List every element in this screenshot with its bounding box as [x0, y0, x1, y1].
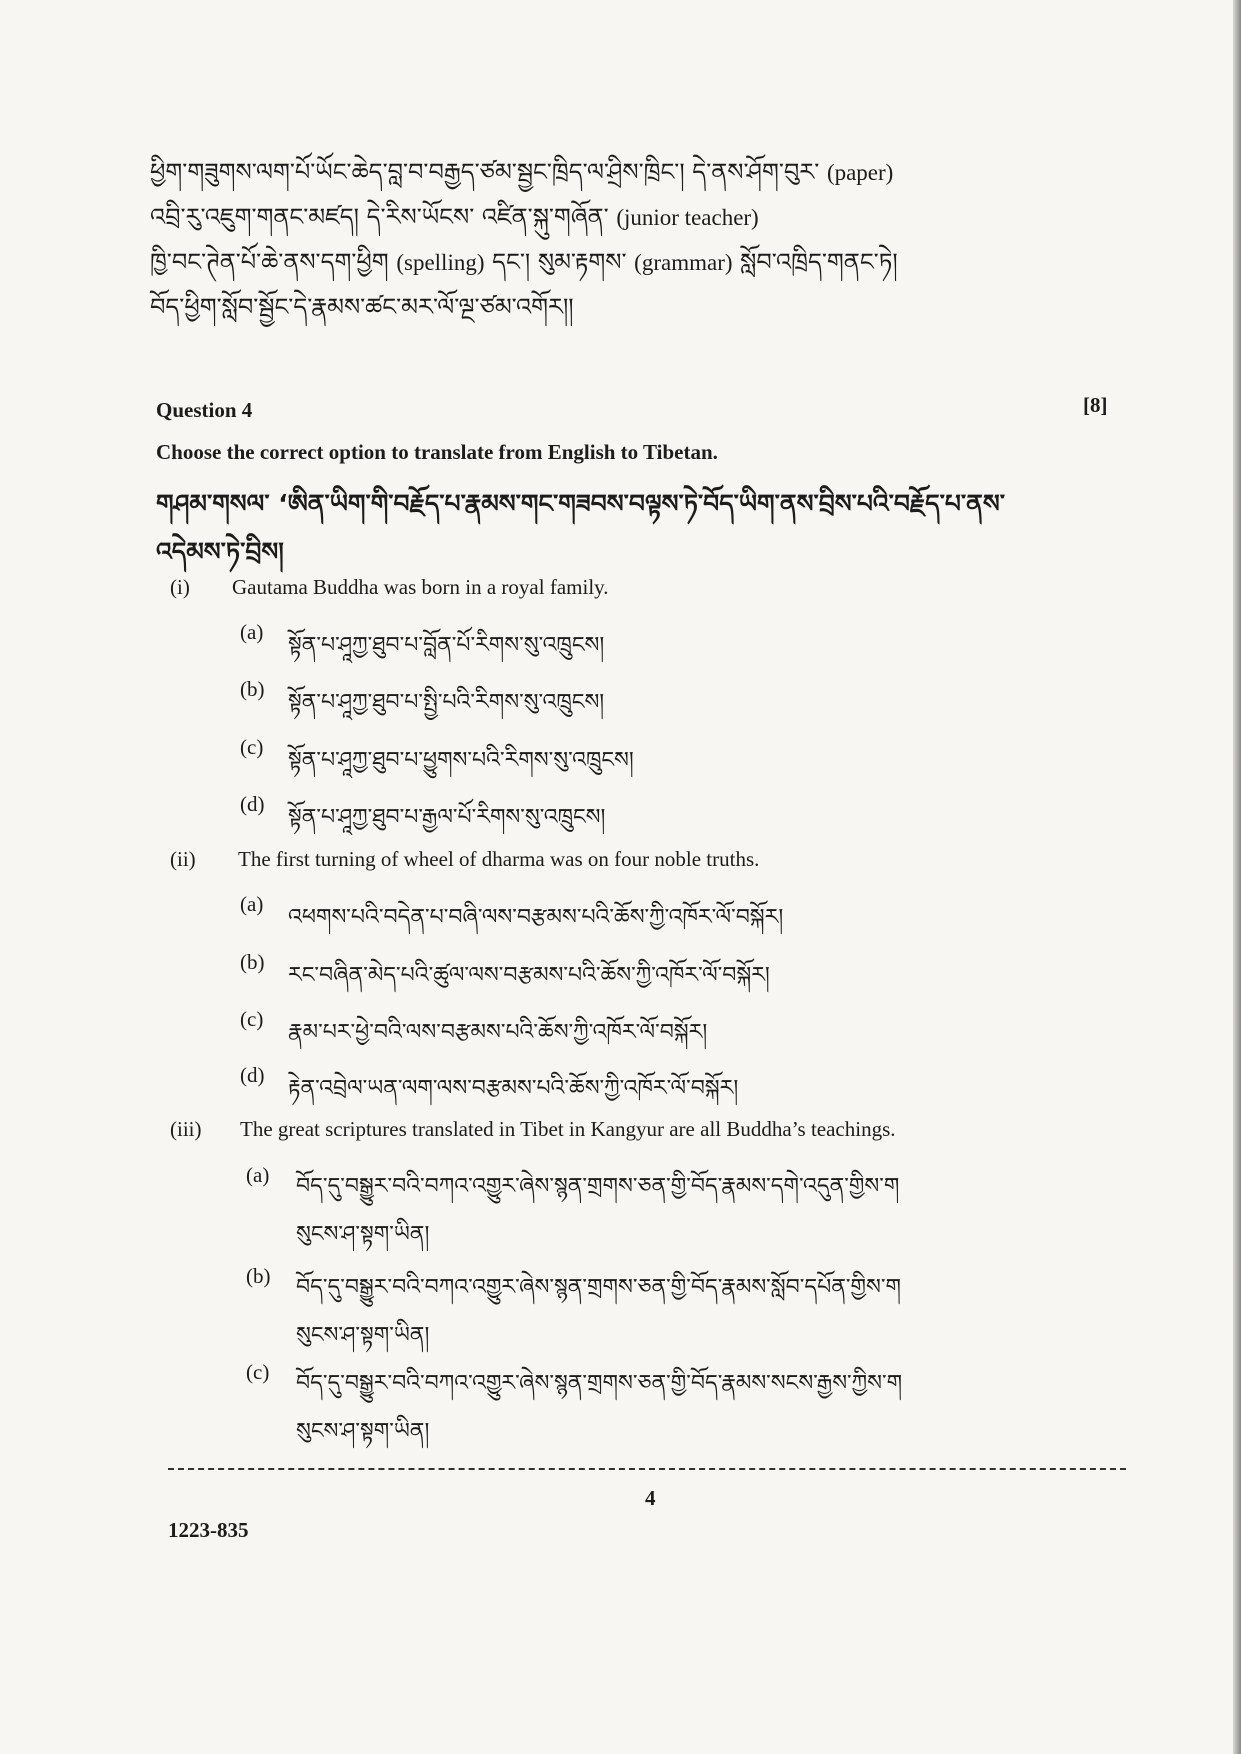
option-label: (a)	[240, 892, 264, 916]
option-label: (d)	[240, 792, 265, 816]
page-number: 4	[645, 1486, 656, 1510]
option-label: (b)	[240, 677, 265, 701]
question-title: Question 4	[156, 398, 253, 422]
item-number: (i)	[170, 575, 190, 599]
option-text: རྣམ་པར་ཕྱེ་བའི་ལས་བརྩམས་པའི་ཆོས་ཀྱི་འཁོར་ལོ་བསྐོར།	[288, 1020, 708, 1045]
question-marks: [8]	[1083, 393, 1108, 417]
option-label: (c)	[240, 735, 264, 759]
item-number: (ii)	[170, 847, 196, 871]
intro-line-1	[150, 150, 1050, 195]
option-label: (b)	[240, 950, 265, 974]
intro-line-1-english: (paper)	[826, 160, 894, 185]
option-label: (a)	[240, 620, 264, 644]
intro-line-3-tibetan-3: སློབ་འཁྲིད་གནང་ཏེ།	[740, 248, 898, 276]
option-text: སྟོན་པ་ཤཱཀྱ་ཐུབ་པ་སྤྱི་པའི་རིགས་སུ་འཁྲུངས།	[288, 690, 605, 715]
intro-line-3-tibetan-2: དང་། སུམ་རྟགས་	[492, 248, 635, 276]
option-label: (c)	[246, 1360, 270, 1384]
option-text-line-1: བོད་དུ་བསྒྱུར་བའི་བཀའ་འགྱུར་ཞེས་སྙན་གྲགས་ཅན་གྱི་བོད་རྣམས་སློབ་དཔོན་གྱིས་ག	[296, 1275, 901, 1300]
option-text-line-1: བོད་དུ་བསྒྱུར་བའི་བཀའ་འགྱུར་ཞེས་སྙན་གྲགས་ཅན་གྱི་བོད་རྣམས་དགེ་འདུན་གྱིས་ག	[296, 1174, 900, 1199]
option-text	[296, 1264, 1056, 1360]
option-text-line-2: སུངས་ཤ་སྟག་ཡིན།	[296, 1323, 430, 1348]
intro-line-3	[150, 240, 1050, 285]
intro-line-3-tibetan: ཁྱི་བང་ཊེན་པོ་ཆེ་ནས་དག་ཕྱིག	[150, 248, 397, 276]
question-instruction-tibetan: གཤམ་གསལ་ ‘ཨིན་ཡིག་གི་བརྗོད་པ་རྣམས་གང་གཟབས་བལྟས་ཏེ་བོད་ཡིག་ནས་བྲིས་པའི་བརྗོད་པ་ནས་འདེམས་ཏེ་བྲིས།	[156, 489, 1005, 566]
option-text: སྟོན་པ་ཤཱཀྱ་ཐུབ་པ་རྒྱལ་པོ་རིགས་སུ་འཁྲུངས།	[288, 805, 606, 830]
intro-line-1-tibetan: ཕྱིག་གཟུགས་ལག་པོ་ཡོང་ཆེད་བླ་བ་བརྒྱད་ཙམ་སྦྱང་ཁྲིད་ལ་ཤྲིས་ཁྲིང་། དེ་ནས་ཤོག་བུར་	[150, 158, 820, 186]
intro-line-2-tibetan: འབྲི་རུ་འཇུག་གནང་མཛད། དེ་རིས་ཡོངས་ འཛིན་སྐུ་གཞོན་	[150, 203, 609, 231]
intro-line-2-english: (junior teacher)	[616, 205, 759, 230]
option-text: འཕགས་པའི་བདེན་པ་བཞི་ལས་བརྩམས་པའི་ཆོས་ཀྱི་འཁོར་ལོ་བསྐོར།	[288, 905, 784, 930]
option-label: (c)	[240, 1007, 264, 1031]
option-label: (a)	[246, 1163, 270, 1187]
intro-paragraph	[150, 150, 1050, 330]
item-text: Gautama Buddha was born in a royal family.	[232, 575, 609, 599]
intro-line-3-english-2: (grammar)	[634, 250, 733, 275]
question-instruction: Choose the correct option to translate from English to Tibetan.	[156, 440, 718, 464]
option-text: སྟོན་པ་ཤཱཀྱ་ཐུབ་པ་ཕྱུགས་པའི་རིགས་སུ་འཁྲུངས།	[288, 748, 634, 773]
option-label: (d)	[240, 1063, 265, 1087]
option-text	[296, 1360, 1056, 1456]
option-label: (b)	[246, 1264, 271, 1288]
option-text: རང་བཞིན་མེད་པའི་ཚུལ་ལས་བརྩམས་པའི་ཆོས་ཀྱི་འཁོར་ལོ་བསྐོར།	[288, 963, 770, 988]
option-text: རྟེན་འབྲེལ་ཡན་ལག་ལས་བརྩམས་པའི་ཆོས་ཀྱི་འཁོར་ལོ་བསྐོར།	[288, 1076, 739, 1101]
document-code: 1223-835	[168, 1518, 249, 1542]
option-text: སྟོན་པ་ཤཱཀྱ་ཐུབ་པ་བློན་པོ་རིགས་སུ་འཁྲུངས།	[288, 633, 605, 658]
intro-line-4-tibetan: བོད་ཕྱིག་སློབ་སྦྱོང་དེ་རྣམས་ཚང་མར་ལོ་ལྔ་ཙམ་འགོར།།	[150, 293, 574, 321]
intro-line-3-english-1: (spelling)	[396, 250, 485, 275]
item-text: The great scriptures translated in Tibet in Kangyur are all Buddha’s teachings.	[240, 1117, 896, 1141]
option-text	[296, 1163, 1056, 1259]
option-text-line-2: སུངས་ཤ་སྟག་ཡིན།	[296, 1419, 430, 1444]
footer-divider	[168, 1468, 1126, 1470]
intro-line-2	[150, 195, 1050, 240]
item-text: The first turning of wheel of dharma was on four noble truths.	[238, 847, 760, 871]
intro-line-4	[150, 285, 1050, 330]
option-text-line-2: སུངས་ཤ་སྟག་ཡིན།	[296, 1222, 430, 1247]
page-edge	[1233, 0, 1241, 1754]
item-number: (iii)	[170, 1117, 202, 1141]
option-text-line-1: བོད་དུ་བསྒྱུར་བའི་བཀའ་འགྱུར་ཞེས་སྙན་གྲགས་ཅན་གྱི་བོད་རྣམས་སངས་རྒྱས་ཀྱིས་ག	[296, 1371, 903, 1396]
